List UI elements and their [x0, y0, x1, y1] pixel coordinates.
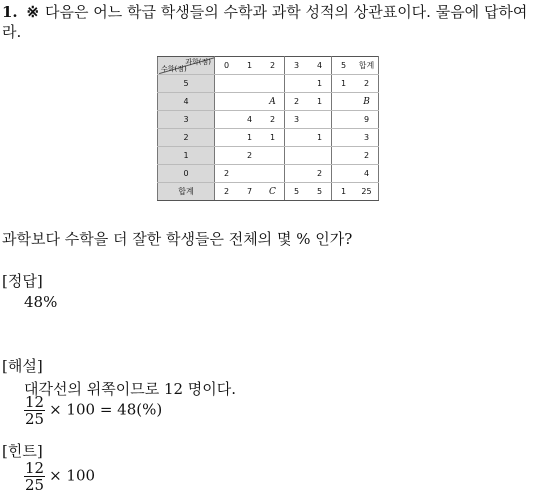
table-cell: 2 [238, 147, 261, 165]
numerator: 12 [25, 393, 45, 411]
table-cell: C [261, 183, 285, 201]
table-cell [285, 129, 309, 147]
table-row [158, 129, 379, 147]
denominator: 25 [25, 476, 45, 494]
table-cell: 1 [308, 75, 332, 93]
table-cell [308, 147, 332, 165]
table-cell [238, 75, 261, 93]
table-cell [261, 75, 285, 93]
answer-value: 48% [24, 293, 58, 311]
corner-cell [158, 57, 215, 75]
table-cell: 7 [238, 183, 261, 201]
column-header-total: 합계 [355, 57, 379, 75]
column-header: 4 [308, 57, 332, 75]
table-row [158, 111, 379, 129]
formula-tail: × 100 = 48(%) [49, 400, 163, 419]
question-prompt: 과학보다 수학을 더 잘한 학생들은 전체의 몇 % 인가? [2, 230, 353, 248]
row-header: 2 [158, 129, 215, 147]
row-header: 합계 [158, 183, 215, 201]
row-header: 4 [158, 93, 215, 111]
table-cell: A [261, 93, 285, 111]
column-header: 2 [261, 57, 285, 75]
reference-mark: ※ [26, 3, 40, 21]
question-number: 1. [2, 3, 18, 21]
correlation-grid [157, 56, 379, 201]
explanation-label: [해설] [2, 357, 43, 375]
answer-label: [정답] [2, 272, 43, 290]
table-cell [332, 165, 356, 183]
hint-label: [힌트] [2, 442, 43, 460]
row-header: 1 [158, 147, 215, 165]
fraction [24, 460, 45, 493]
table-row [158, 75, 379, 93]
column-header: 0 [215, 57, 239, 75]
question-stem: 다음은 어느 학급 학생들의 수학과 과학 성적의 상관표이다. 물음에 답하여라. [2, 3, 528, 41]
question-header [2, 2, 530, 42]
table-cell [332, 147, 356, 165]
table-cell: 2 [261, 111, 285, 129]
table-header-row [158, 57, 379, 75]
column-header: 3 [285, 57, 309, 75]
table-cell [215, 75, 239, 93]
fraction [24, 394, 45, 427]
table-row [158, 183, 379, 201]
table-cell [285, 165, 309, 183]
explanation-text: 대각선의 위쪽이므로 12 명이다. [24, 380, 237, 398]
column-axis-label: 과학(점) [185, 58, 211, 66]
table-cell: 2 [215, 165, 239, 183]
table-cell [261, 165, 285, 183]
table-cell: 1 [332, 183, 356, 201]
numerator: 12 [25, 459, 45, 477]
table-cell: 5 [285, 183, 309, 201]
table-row [158, 147, 379, 165]
table-cell [215, 93, 239, 111]
hint-formula [24, 460, 95, 493]
table-row [158, 165, 379, 183]
table-cell [285, 147, 309, 165]
row-total-cell: 3 [355, 129, 379, 147]
table-cell: 1 [308, 129, 332, 147]
row-axis-label: 수학(점) [161, 65, 187, 73]
table-cell: 1 [238, 129, 261, 147]
row-header: 3 [158, 111, 215, 129]
row-total-cell: 25 [355, 183, 379, 201]
table-cell: 1 [332, 75, 356, 93]
table-cell [332, 111, 356, 129]
table-cell [238, 93, 261, 111]
row-total-cell: 9 [355, 111, 379, 129]
table-cell: 2 [215, 183, 239, 201]
table-cell [215, 147, 239, 165]
table-cell: 2 [285, 93, 309, 111]
table-cell [285, 75, 309, 93]
table-cell: 1 [261, 129, 285, 147]
correlation-table [157, 56, 379, 201]
row-header: 0 [158, 165, 215, 183]
formula-tail: × 100 [49, 466, 96, 485]
table-cell: 2 [308, 165, 332, 183]
table-cell [238, 165, 261, 183]
denominator: 25 [25, 410, 45, 428]
row-total-cell: 2 [355, 75, 379, 93]
table-cell: 5 [308, 183, 332, 201]
table-cell [215, 111, 239, 129]
row-total-cell: 4 [355, 165, 379, 183]
table-cell [332, 129, 356, 147]
table-cell [215, 129, 239, 147]
table-cell: 4 [238, 111, 261, 129]
row-header: 5 [158, 75, 215, 93]
table-cell [332, 93, 356, 111]
column-header: 1 [238, 57, 261, 75]
row-total-cell: B [355, 93, 379, 111]
table-cell: 3 [285, 111, 309, 129]
table-cell: 1 [308, 93, 332, 111]
row-total-cell: 2 [355, 147, 379, 165]
table-cell [308, 111, 332, 129]
explanation-formula [24, 394, 162, 427]
column-header: 5 [332, 57, 356, 75]
table-cell [261, 147, 285, 165]
table-row [158, 93, 379, 111]
